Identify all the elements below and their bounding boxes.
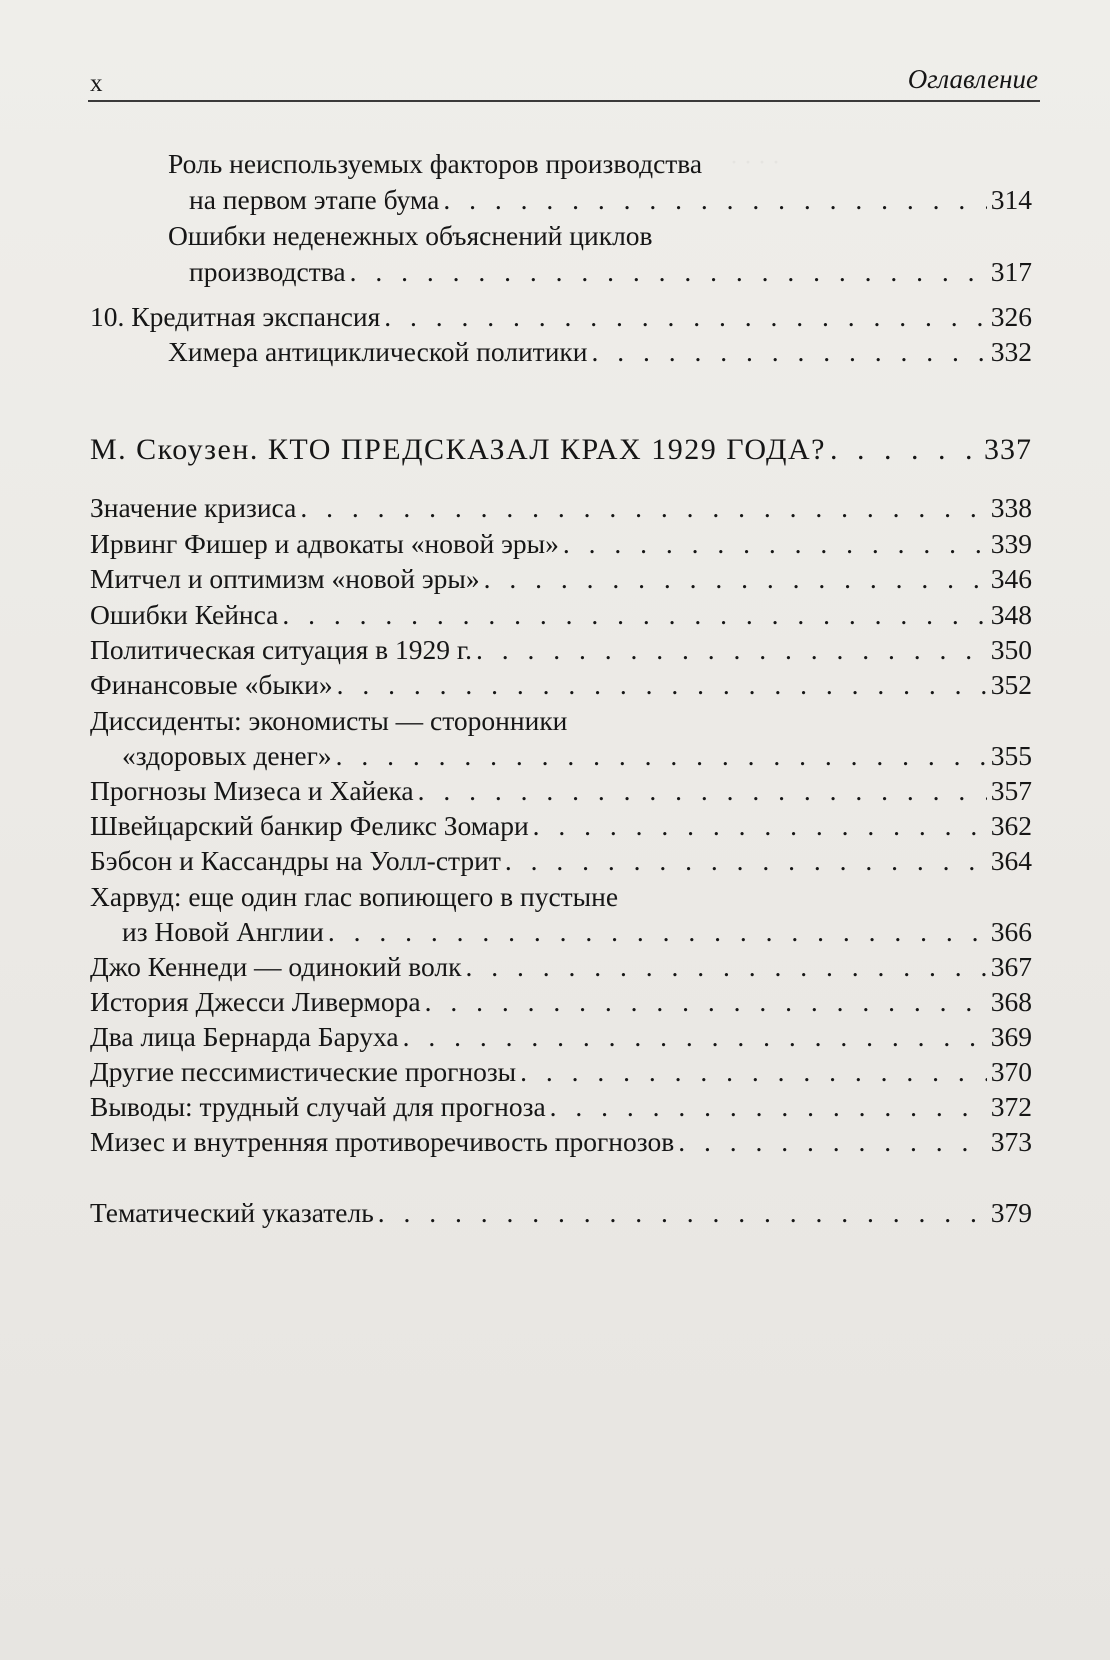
- dot-leader: [378, 1195, 987, 1231]
- toc-entry: [189, 182, 1032, 218]
- toc-page-number: 357: [990, 775, 1032, 806]
- toc-entry-title: Ошибки Кейнса: [90, 599, 279, 630]
- toc-entry-title: М. Скоузен. КТО ПРЕДСКАЗАЛ КРАХ 1929 ГОДА?: [90, 433, 826, 466]
- toc-entry-title: Финансовые «быки»: [90, 669, 333, 700]
- toc-page-number: 314: [990, 184, 1032, 215]
- toc-entry-title: История Джесси Ливермора: [90, 986, 421, 1017]
- toc-page-number: 337: [984, 433, 1032, 466]
- toc-entry-title: из Новой Англии: [122, 916, 324, 947]
- toc-page-number: 364: [990, 845, 1032, 876]
- toc-entry: [122, 914, 1032, 950]
- dot-leader: [443, 182, 986, 218]
- toc-entry: [90, 984, 1032, 1020]
- dot-leader: [678, 1124, 987, 1160]
- toc-entry-title: Два лица Бернарда Баруха: [90, 1021, 399, 1052]
- toc-entry-title: Роль неиспользуемых факторов производства: [168, 148, 703, 179]
- toc-entry-title: «здоровых денег»: [122, 740, 332, 771]
- dot-leader: [550, 1089, 987, 1125]
- toc-entry-title: Митчел и оптимизм «новой эры»: [90, 563, 480, 594]
- toc-entry: [90, 1019, 1032, 1055]
- dot-leader: [466, 949, 987, 985]
- toc-entry-title: Химера антициклической политики: [168, 336, 588, 367]
- dot-leader: [505, 843, 987, 879]
- toc-page-number: 326: [990, 301, 1032, 332]
- toc-page-number: 352: [990, 669, 1032, 700]
- toc-entry: [168, 218, 653, 254]
- toc-page-number: 379: [990, 1197, 1032, 1228]
- toc-entry-title: на первом этапе бума: [189, 184, 440, 215]
- toc-page-number: 368: [990, 986, 1032, 1017]
- dot-leader: [300, 490, 986, 526]
- toc-page-number: 339: [990, 528, 1032, 559]
- dot-leader: [337, 667, 987, 703]
- toc-entry-title: Другие пессимистические прогнозы: [90, 1056, 517, 1087]
- toc-page-number: 370: [990, 1056, 1032, 1087]
- toc-entry: [90, 561, 1032, 597]
- toc-page-number: 332: [990, 336, 1032, 367]
- toc-entry-title: Тематический указатель: [90, 1197, 374, 1228]
- toc-entry: [90, 1089, 1032, 1125]
- page-folio: x: [90, 70, 103, 97]
- dot-leader: [563, 526, 987, 562]
- toc-entry: [90, 1124, 1032, 1160]
- toc-entry-title: Значение кризиса: [90, 492, 297, 523]
- dot-leader: [384, 299, 986, 335]
- toc-page-number: 369: [990, 1021, 1032, 1052]
- dot-leader: [418, 773, 987, 809]
- show-through-text: · · · ·: [730, 150, 780, 176]
- toc-page-number: 348: [990, 599, 1032, 630]
- toc-entry-title: производства: [189, 256, 346, 287]
- toc-entry: [90, 299, 1032, 335]
- toc-entry-title: Политическая ситуация в 1929 г.: [90, 634, 472, 665]
- toc-page-number: 346: [990, 563, 1032, 594]
- dot-leader: [403, 1019, 987, 1055]
- toc-entry: [90, 808, 1032, 844]
- toc-entry: [90, 632, 1032, 668]
- toc-entry: [90, 490, 1032, 526]
- toc-entry-title: Швейцарский банкир Феликс Зомари: [90, 810, 529, 841]
- toc-entry-title: Харвуд: еще один глас вопиющего в пустыне: [90, 881, 619, 912]
- dot-leader: [592, 334, 987, 370]
- dot-leader: [476, 632, 987, 668]
- toc-entry: [90, 703, 567, 739]
- dot-leader: [425, 984, 987, 1020]
- toc-entry-title: Диссиденты: экономисты — сторонники: [90, 705, 568, 736]
- toc-page-number: 372: [990, 1091, 1032, 1122]
- dot-leader: [282, 597, 986, 633]
- toc-page-number: 317: [990, 256, 1032, 287]
- toc-entry-title: Ирвинг Фишер и адвокаты «новой эры»: [90, 528, 559, 559]
- toc-entry: [168, 146, 702, 182]
- dot-leader: [533, 808, 987, 844]
- toc-section-heading: [90, 432, 1032, 468]
- toc-page-number: 373: [990, 1126, 1032, 1157]
- toc-entry: [90, 773, 1032, 809]
- dot-leader: [350, 254, 987, 290]
- toc-entry: [90, 667, 1032, 703]
- toc-entry: [168, 334, 1032, 370]
- page-header: [88, 62, 1040, 102]
- toc-page-number: 367: [990, 951, 1032, 982]
- toc-entry-title: Выводы: трудный случай для прогноза: [90, 1091, 546, 1122]
- toc-page-number: 350: [990, 634, 1032, 665]
- toc-entry-title: Прогнозы Мизеса и Хайека: [90, 775, 414, 806]
- toc-page-number: 338: [990, 492, 1032, 523]
- running-title: Оглавление: [907, 64, 1038, 94]
- toc-entry: [90, 1054, 1032, 1090]
- dot-leader: [336, 738, 987, 774]
- dot-leader: [830, 432, 980, 468]
- toc-page-number: 355: [990, 740, 1032, 771]
- toc-entry: [90, 526, 1032, 562]
- toc-page-number: 362: [990, 810, 1032, 841]
- toc-entry-title: Ошибки неденежных объяснений циклов: [168, 220, 653, 251]
- toc-entry: [90, 949, 1032, 985]
- dot-leader: [484, 561, 987, 597]
- toc-entry: [90, 597, 1032, 633]
- toc-page-number: 366: [990, 916, 1032, 947]
- toc-entry: [122, 738, 1032, 774]
- toc-entry-title: 10. Кредитная экспансия: [90, 301, 381, 332]
- dot-leader: [328, 914, 987, 950]
- toc-entry: [90, 879, 618, 915]
- toc-entry-title: Бэбсон и Кассандры на Уолл-стрит: [90, 845, 501, 876]
- toc-entry: [189, 254, 1032, 290]
- toc-entry: [90, 843, 1032, 879]
- toc-entry-index: [90, 1195, 1032, 1231]
- dot-leader: [520, 1054, 987, 1090]
- toc-entry-title: Джо Кеннеди — одинокий волк: [90, 951, 462, 982]
- toc-entry-title: Мизес и внутренняя противоречивость прогнозов: [90, 1126, 675, 1157]
